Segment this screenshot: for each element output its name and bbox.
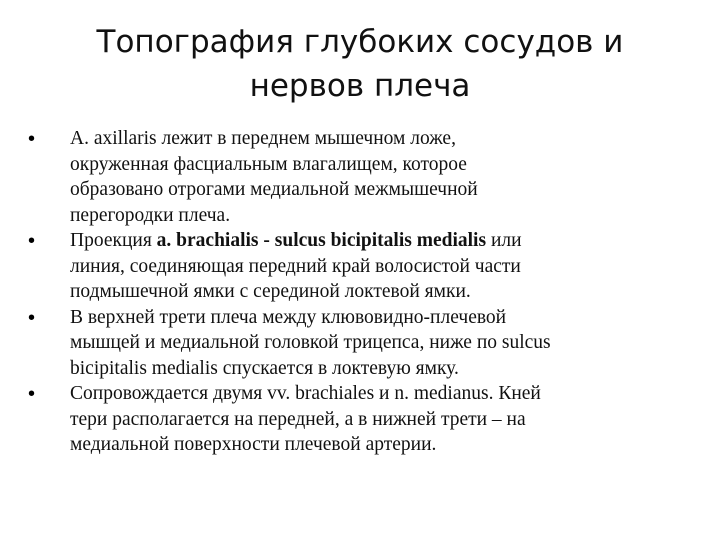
bullet-marker: • (28, 306, 36, 329)
bullet-text-line: bicipitalis medialis спускается в локтевую ямку. (70, 357, 459, 379)
bullet-item (28, 381, 700, 458)
title-line: Топография глубоких сосудов и (96, 24, 624, 60)
bullet-text-line: А. axillaris лежит в переднем мышечном ложе, (70, 128, 456, 149)
bullet-text-prefix: Проекция (70, 230, 157, 251)
bullet-marker: • (28, 128, 36, 150)
bullet-text-line: образовано отрогами медиальной межмышечной (70, 179, 478, 200)
bullet-text-line: тери располагается на передней, а в нижней трети – на (70, 408, 526, 430)
bullet-text-line: линия, соединяющая передний край волосистой части (70, 255, 521, 277)
bullet-marker: • (28, 383, 36, 405)
bullet-bold-term: a. brachialis - sulcus bicipitalis medialis (156, 230, 487, 251)
title-line: нервов плеча (249, 68, 471, 104)
bullet-text-line: Сопровождается двумя vv. brachiales и n. medianus. Кней (70, 383, 541, 404)
bullet-text-line: В верхней трети плеча между клювовидно-плечевой (70, 306, 507, 328)
bullet-text-suffix: или (486, 230, 522, 251)
bullet-text-line: медиальной поверхности плечевой артерии. (70, 434, 437, 455)
bullet-marker: • (28, 230, 36, 252)
bullet-text-line: мышцей и медиальной головкой трицепса, ниже по sulcus (70, 332, 551, 353)
slide-title (40, 20, 680, 108)
bullet-list (28, 126, 700, 458)
bullet-item (28, 228, 700, 305)
bullet-item (28, 305, 700, 382)
bullet-text-line: подмышечной ямки с серединой локтевой ямки. (70, 281, 471, 302)
bullet-text-line: перегородки плеча. (70, 204, 231, 226)
bullet-text-line: окруженная фасциальным влагалищем, которое (70, 153, 467, 175)
bullet-text-line (70, 228, 700, 254)
bullet-item (28, 126, 700, 228)
